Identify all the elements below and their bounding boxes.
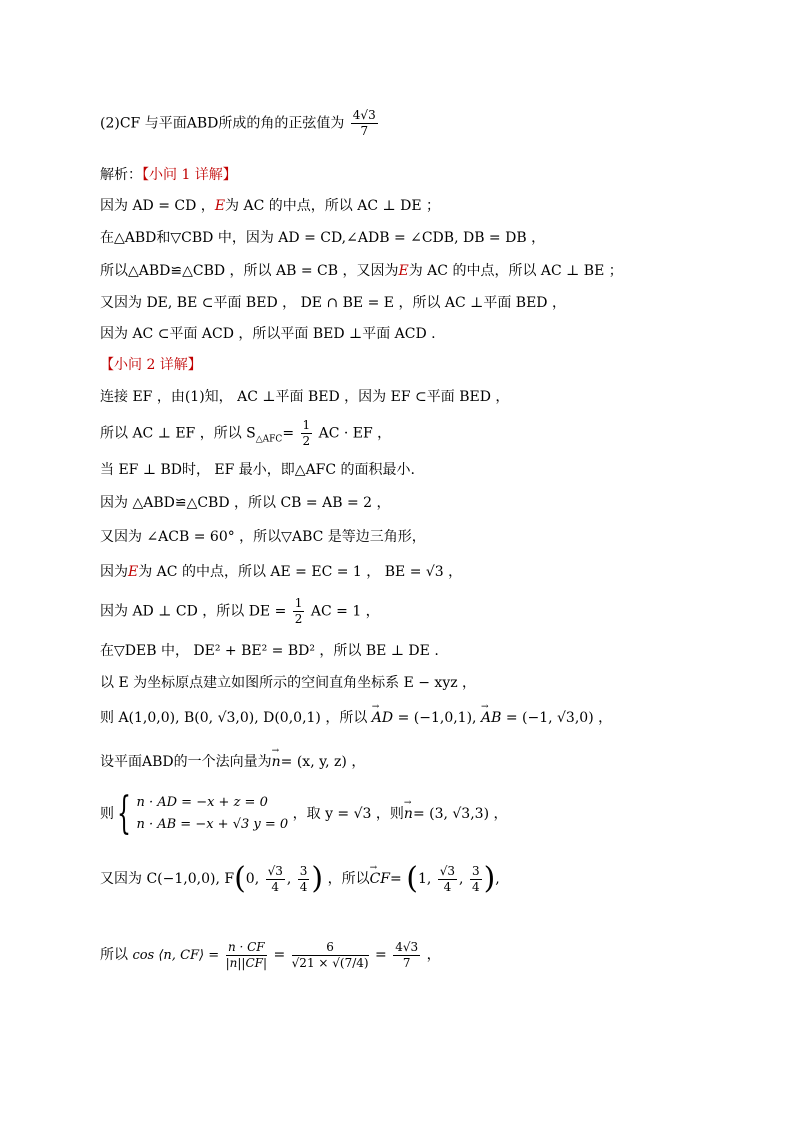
question-text: CF 与平面ABD所成的角的正弦值为 [119, 115, 345, 132]
line-11: 当 EF ⊥ BD时， EF 最小，即△AFC 的面积最小. [100, 462, 415, 478]
line-14: 因为E为 AC 的中点，所以 AE = EC = 1 ， BE = √3 ， [100, 564, 463, 580]
line-20-system: 则{ n · AD = −x + z = 0 n · AB = −x + √3 y = 0 ，取 y = √3 ，则→ n= (3, √3,3) ， [100, 790, 720, 838]
line-1 [100, 108, 720, 139]
line-12: 因为 △ABD≌△CBD ，所以 CB = AB = 2 ， [100, 495, 391, 511]
line-22-cosine: 所以 cos ⟨n, CF⟩ = $\frac{n \cdot CF}{|n||CF|}$ = $\frac{6}{√21 \times √(7/4)}$ = $\frac{4√3}{7}$ ， [100, 939, 441, 970]
line-18: 则 A(1,0,0), B(0, √3,0), D(0,0,1) ，所以 → AD = (−1,0,1), → AB = (−1, √3,0) ， [100, 708, 720, 728]
line-9: 连接 EF ，由(1)知， AC ⊥平面 BED ，因为 EF ⊂平面 BED ， [100, 389, 510, 405]
vector-CF: → CF [370, 858, 390, 900]
normal-vector-n: → n [272, 752, 281, 772]
line-6: 又因为 DE, BE ⊂平面 BED ， DE ∩ BE = E ，所以 AC ⊥平面 BED ， [100, 295, 566, 311]
line-16: 在▽DEB 中， DE² + BE² = BD² ，所以 BE ⊥ DE . [100, 643, 439, 659]
vector-AB: → AB [481, 708, 501, 728]
answer-fraction: $\frac{4√3}{7}$ [352, 108, 376, 138]
equation-system: n · AD = −x + z = 0 n · AB = −x + √3 y = 0 [136, 795, 289, 832]
line-5: 所以△ABD≌△CBD ，所以 AB = CB ，又因为E为 AC 的中点，所以 AC ⊥ BE ； [100, 263, 623, 279]
system-brace: { [117, 788, 131, 839]
question-number: (2) [100, 115, 120, 132]
sub-question-2-label: 【小问 2 详解】 [100, 357, 202, 373]
analysis-heading: 解析：【小问 1 详解】 [100, 167, 237, 183]
line-15: 因为 AD ⊥ CD ，所以 DE = $\frac{1}{2}$ AC = 1 ， [100, 596, 380, 626]
line-3: 因为 AD = CD ，E为 AC 的中点，所以 AC ⊥ DE ； [100, 198, 441, 214]
line-17: 以 E 为坐标原点建立如图所示的空间直角坐标系 E − xyz ， [100, 675, 477, 691]
line-21: 又因为 C(−1,0,0), F(0, $\frac{√3}{4}$ , $\frac{3}{4}$ ) ，所以→ CF= (1, $\frac{√3}{4}$ , $\frac{3}{4}$ ), [100, 858, 720, 900]
line-4: 在△ABD和▽CBD 中，因为 AD = CD,∠ADB = ∠CDB, DB = DB ， [100, 230, 546, 246]
line-13: 又因为 ∠ACB = 60° ，所以▽ABC 是等边三角形， [100, 529, 426, 545]
line-10: 所以 AC ⊥ EF ，所以 $S_{\triangle AFC}=$ $\frac{1}{2}$ AC · EF ， [100, 418, 392, 448]
line-19: 设平面ABD的一个法向量为→ n= (x, y, z) ， [100, 752, 720, 772]
line-7: 因为 AC ⊂平面 ACD ，所以平面 BED ⊥平面 ACD . [100, 326, 436, 342]
vector-AD: → AD [372, 708, 393, 728]
sub-question-1-label: 【小问 1 详解】 [142, 167, 237, 183]
